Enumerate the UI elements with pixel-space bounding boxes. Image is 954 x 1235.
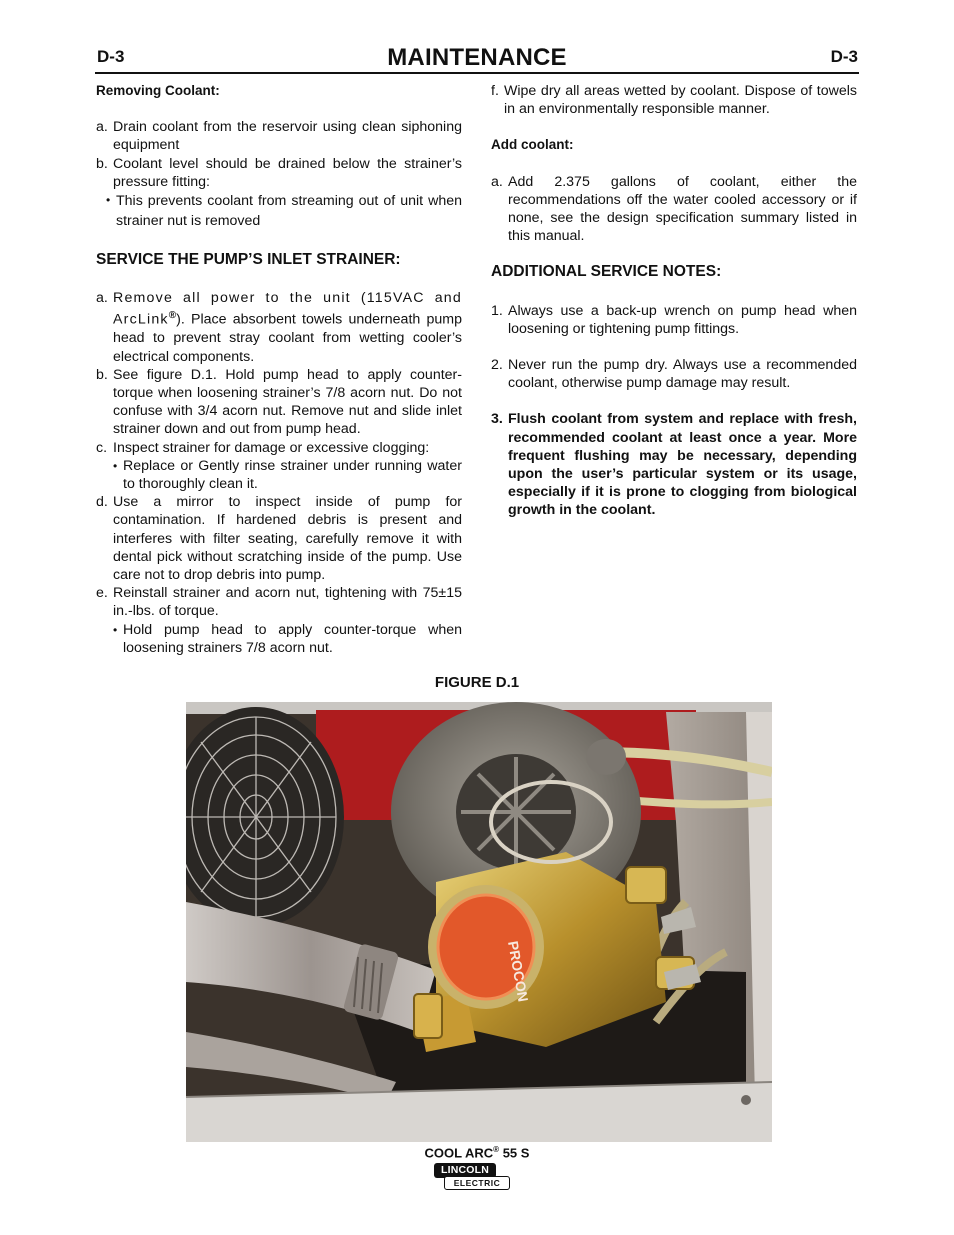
removing-step-b-bullet: • This prevents coolant from streaming out of unit when strainer nut is removed: [106, 193, 462, 230]
service-step-c: c. Inspect strainer for damage or excessive clogging:: [96, 439, 430, 456]
removing-step-b: b. Coolant level should be drained below the strainer’s pressure fitting:: [96, 155, 462, 190]
removing-coolant-heading: Removing Coolant:: [96, 83, 220, 98]
logo-lincoln: LINCOLN: [434, 1163, 496, 1178]
removing-step-a: a. Drain coolant from the reservoir using clean siphoning equipment: [96, 119, 462, 154]
removing-step-f: f. Wipe dry all areas wetted by coolant. Dispose of towels in an environmentally responsible manner.: [491, 83, 857, 118]
service-step-c-bullet: • Replace or Gently rinse strainer under running water to thoroughly clean it.: [113, 457, 462, 492]
bullet-icon: •: [113, 458, 118, 473]
additional-notes-heading: ADDITIONAL SERVICE NOTES:: [491, 263, 722, 281]
add-coolant-step-a: a. Add 2.375 gallons of coolant, either the recommendations off the water cooled accessory or if none, see the design specification summary listed in this manual.: [491, 173, 857, 245]
header-rule: [95, 72, 859, 74]
figure-label: FIGURE D.1: [434, 674, 520, 691]
pump-photo-illustration: [186, 702, 772, 1142]
pump-photo: [186, 702, 772, 1142]
service-step-e-bullet: • Hold pump head to apply counter-torque when loosening strainers 7/8 acorn nut.: [113, 621, 462, 656]
page-title: MAINTENANCE: [387, 44, 567, 71]
left-column: [96, 82, 462, 657]
bullet-icon: •: [113, 622, 118, 637]
lincoln-electric-logo: [434, 1163, 512, 1191]
pump-brand-label: PROCON: [505, 939, 532, 1004]
page-number-left: D-3: [97, 47, 125, 66]
note-2: 2. Never run the pump dry. Always use a recommended coolant, otherwise pump damage may result.: [491, 357, 857, 392]
logo-electric: ELECTRIC: [444, 1176, 510, 1190]
page-number-right: D-3: [830, 47, 858, 66]
right-column: [491, 82, 857, 520]
add-coolant-heading: Add coolant:: [491, 137, 574, 153]
footer-model-name: COOL ARC® 55 S: [424, 1145, 530, 1161]
service-step-d: d. Use a mirror to inspect inside of pump for contamination. If hardened debris is present and interferes with filter seating, carefully remove it with dental pick without scratching inside of the pump. Use care not to drop debris into pump.: [96, 494, 462, 583]
service-strainer-heading: SERVICE THE PUMP’S INLET STRAINER:: [96, 251, 401, 269]
note-3: 3. Flush coolant from system and replace with fresh, recommended coolant at least once a year. More frequent flushing may be necessary, depending upon the user’s particular system or its usage, especially if it is prone to clogging from biological growth in the coolant.: [491, 411, 857, 519]
service-step-a: a. Remove all power to the unit (115VAC and ArcLink®). Place absorbent towels underneath pump head to prevent stray coolant from wetting cooler’s electrical components.: [96, 290, 462, 365]
service-step-b: b. See figure D.1. Hold pump head to apply counter-torque when loosening strainer’s 7/8 acorn nut. Do not confuse with 3/4 acorn nut. Remove nut and slide inlet strainer down and out from pump head.: [96, 366, 462, 438]
bullet-icon: •: [106, 193, 111, 208]
service-step-e: e. Reinstall strainer and acorn nut, tightening with 75±15 in.-lbs. of torque.: [96, 585, 462, 620]
note-1: 1. Always use a back-up wrench on pump head when loosening or tightening pump fittings.: [491, 302, 857, 337]
